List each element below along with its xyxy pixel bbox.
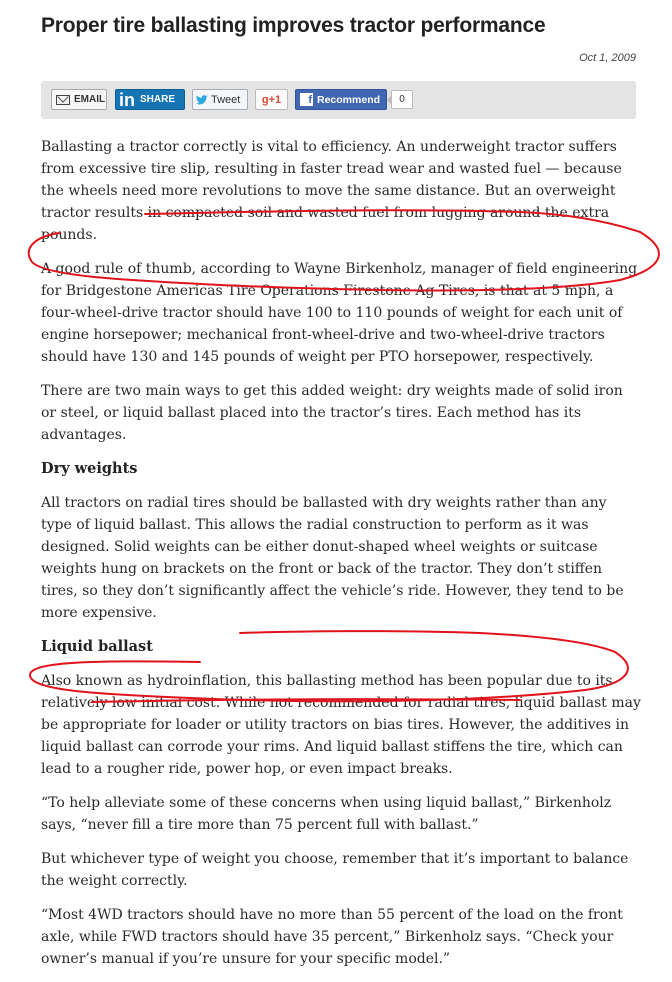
google-plus-label: g+1 [261,93,282,106]
paragraph-intro: Ballasting a tractor correctly is vital to efficiency. An underweight tractor suffers from excessive tire slip, resulting in faster tread wear and wasted fuel — because the wheels need more revolutions to move the same distance. But an overweight tractor results in compacted soil and wasted fuel from lugging around the extra pounds. [41,139,622,243]
heading-liquid-ballast: Liquid ballast [41,638,153,655]
paragraph-birkenholz-quote: “To help alleviate some of these concerns when using liquid ballast,” Birkenholz says, “never fill a tire more than 75 percent full with ballast.” [41,795,612,833]
email-label: EMAIL [74,94,106,105]
email-share-button[interactable] [51,89,107,110]
article-body [41,136,641,982]
tweet-button[interactable] [192,89,248,110]
paragraph-balance: But whichever type of weight you choose, remember that it’s important to balance the weight correctly. [41,851,629,889]
twitter-bird-icon [196,95,208,105]
article-date: Oct 1, 2009 [579,52,636,64]
recommend-count: 0 [391,90,413,109]
tweet-label: Tweet [211,93,241,106]
recommend-label: Recommend [317,93,381,106]
share-bar [41,81,636,119]
linkedin-share-button[interactable] [115,89,185,110]
paragraph-liquid-ballast: Also known as hydroinflation, this ballasting method has been popular due to its relatively low initial cost. While not recommended for radial tires, liquid ballast may be appropriate for loader or utility tractors on bias tires. However, the additives in liquid ballast can corrode your rims. And liquid ballast stiffens the tire, which can lead to a rougher ride, power hop, or even impact breaks. [41,673,641,777]
linkedin-icon: in [119,89,135,110]
paragraph-dry-weights: All tractors on radial tires should be ballasted with dry weights rather than any type of liquid ballast. This allows the radial construction to perform as it was designed. Solid weights can be either donut-shaped wheel weights or suitcase weights hung on brackets on the front or back of the tractor. They don’t stiffen tires, so they don’t significantly affect the vehicle’s ride. However, they tend to be more expensive. [41,495,624,621]
article-title: Proper tire ballasting improves tractor performance [41,14,546,37]
facebook-icon: f [300,93,313,106]
paragraph-axle-load: “Most 4WD tractors should have no more than 55 percent of the load on the front axle, while FWD tractors should have 35 percent,” Birkenholz says. “Check your owner’s manual if you’re unsure for your specific model.” [41,907,623,967]
paragraph-rule-of-thumb: A good rule of thumb, according to Wayne Birkenholz, manager of field engineering for Bridgestone Americas Tire Operations Firestone Ag Tires, is that at 5 mph, a four-wheel-drive tractor should have 100 to 110 pounds of weight for each unit of engine horsepower; mechanical front-wheel-drive and two-wheel-drive tractors should have 130 and 145 pounds of weight per PTO horsepower, respectively. [41,261,638,365]
facebook-recommend-button[interactable] [295,89,387,110]
paragraph-two-ways: There are two main ways to get this added weight: dry weights made of solid iron or steel, or liquid ballast placed into the tractor’s tires. Each method has its advantages. [41,383,623,443]
linkedin-share-label: SHARE [140,94,176,105]
envelope-icon [56,95,70,105]
google-plus-button[interactable] [255,89,288,110]
heading-dry-weights: Dry weights [41,460,138,477]
